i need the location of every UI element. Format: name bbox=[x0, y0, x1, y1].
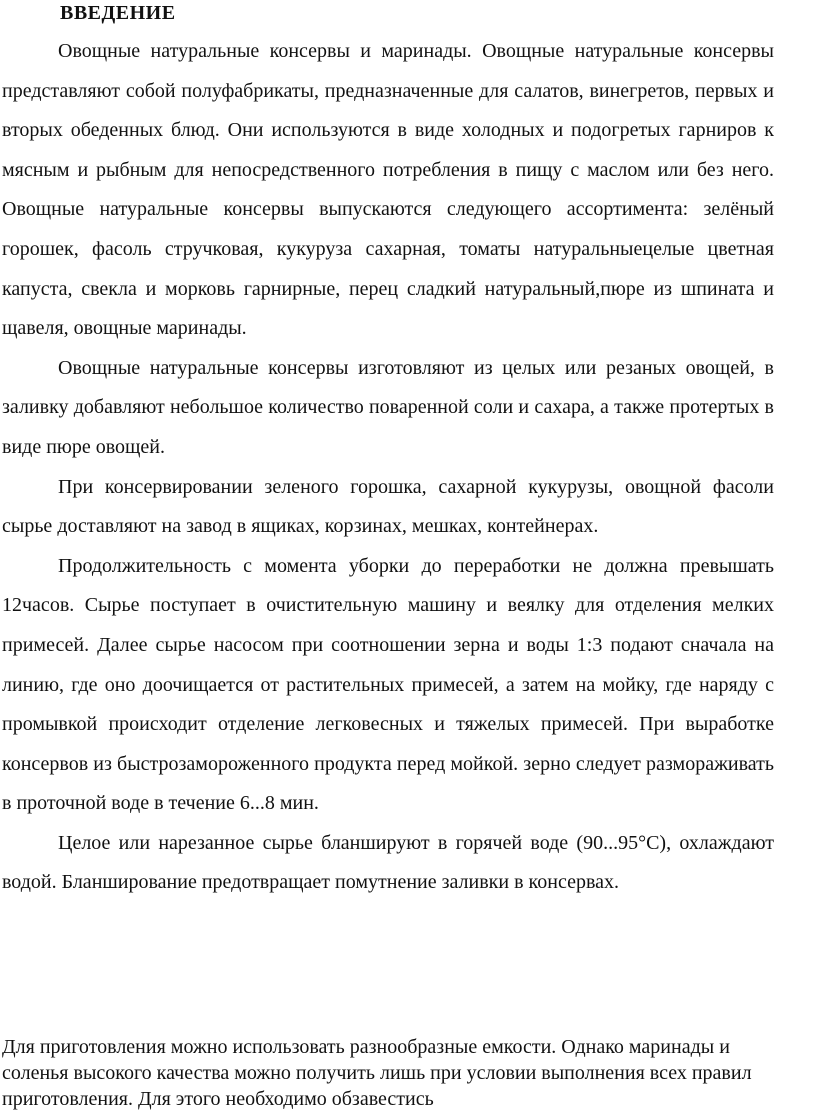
paragraph-blanching: Целое или нарезанное сырье бланшируют в горячей воде (90...95°С), охлаждают водой. Бланширование предотвращает помутнение заливки в консервах. bbox=[2, 831, 774, 894]
paragraph-closing: Для приготовления можно использовать разнообразные емкости. Однако маринады и соленья высокого качества можно получить лишь при условии выполнения всех правил приготовления. Для этого необходимо обзавестись bbox=[2, 1036, 752, 1110]
paragraph-processing: Продолжительность с момента уборки до переработки не должна превышать 12часов. Сырье поступает в очистительную машину и веялку для отделения мелких примесей. Далее сырье насосом при соотношении зерна и воды 1:3 подают сначала на линию, где оно доочищается от растительных примесей, а затем на мойку, где наряду с промывкой происходит отделение легковесных и тяжелых примесей. При выработке консервов из быстрозамороженного продукта перед мойкой. зерно следует размораживать в проточной воде в течение 6...8 мин. bbox=[2, 554, 774, 815]
page-title: ВВЕДЕНИЕ bbox=[60, 2, 176, 24]
paragraph-intro: Овощные натуральные консервы и маринады. Овощные натуральные консервы представляют собой полуфабрикаты, предназначенные для салатов, винегретов, первых и вторых обеденных блюд. Они используются в виде холодных и подогретых гарниров к мясным и рыбным для непосредственного потребления в пищу с маслом или без него. Овощные натуральные консервы выпускаются следующего ассортимента: зелёный горошек, фасоль стручковая, кукуруза сахарная, томаты натуральныецелые цветная капуста, свекла и морковь гарнирные, перец сладкий натуральный,пюре из шпината и щавеля, овощные маринады. bbox=[2, 40, 774, 340]
paragraph-raw-material: При консервировании зеленого горошка, сахарной кукурузы, овощной фасоли сырье доставляют на завод в ящиках, корзинах, мешках, контейнерах. bbox=[2, 475, 774, 538]
document-body bbox=[2, 32, 774, 903]
paragraph-production: Овощные натуральные консервы изготовляют из целых или резаных овощей, в заливку добавляют небольшое количество поваренной соли и сахара, а также протертых в виде пюре овощей. bbox=[2, 356, 774, 458]
